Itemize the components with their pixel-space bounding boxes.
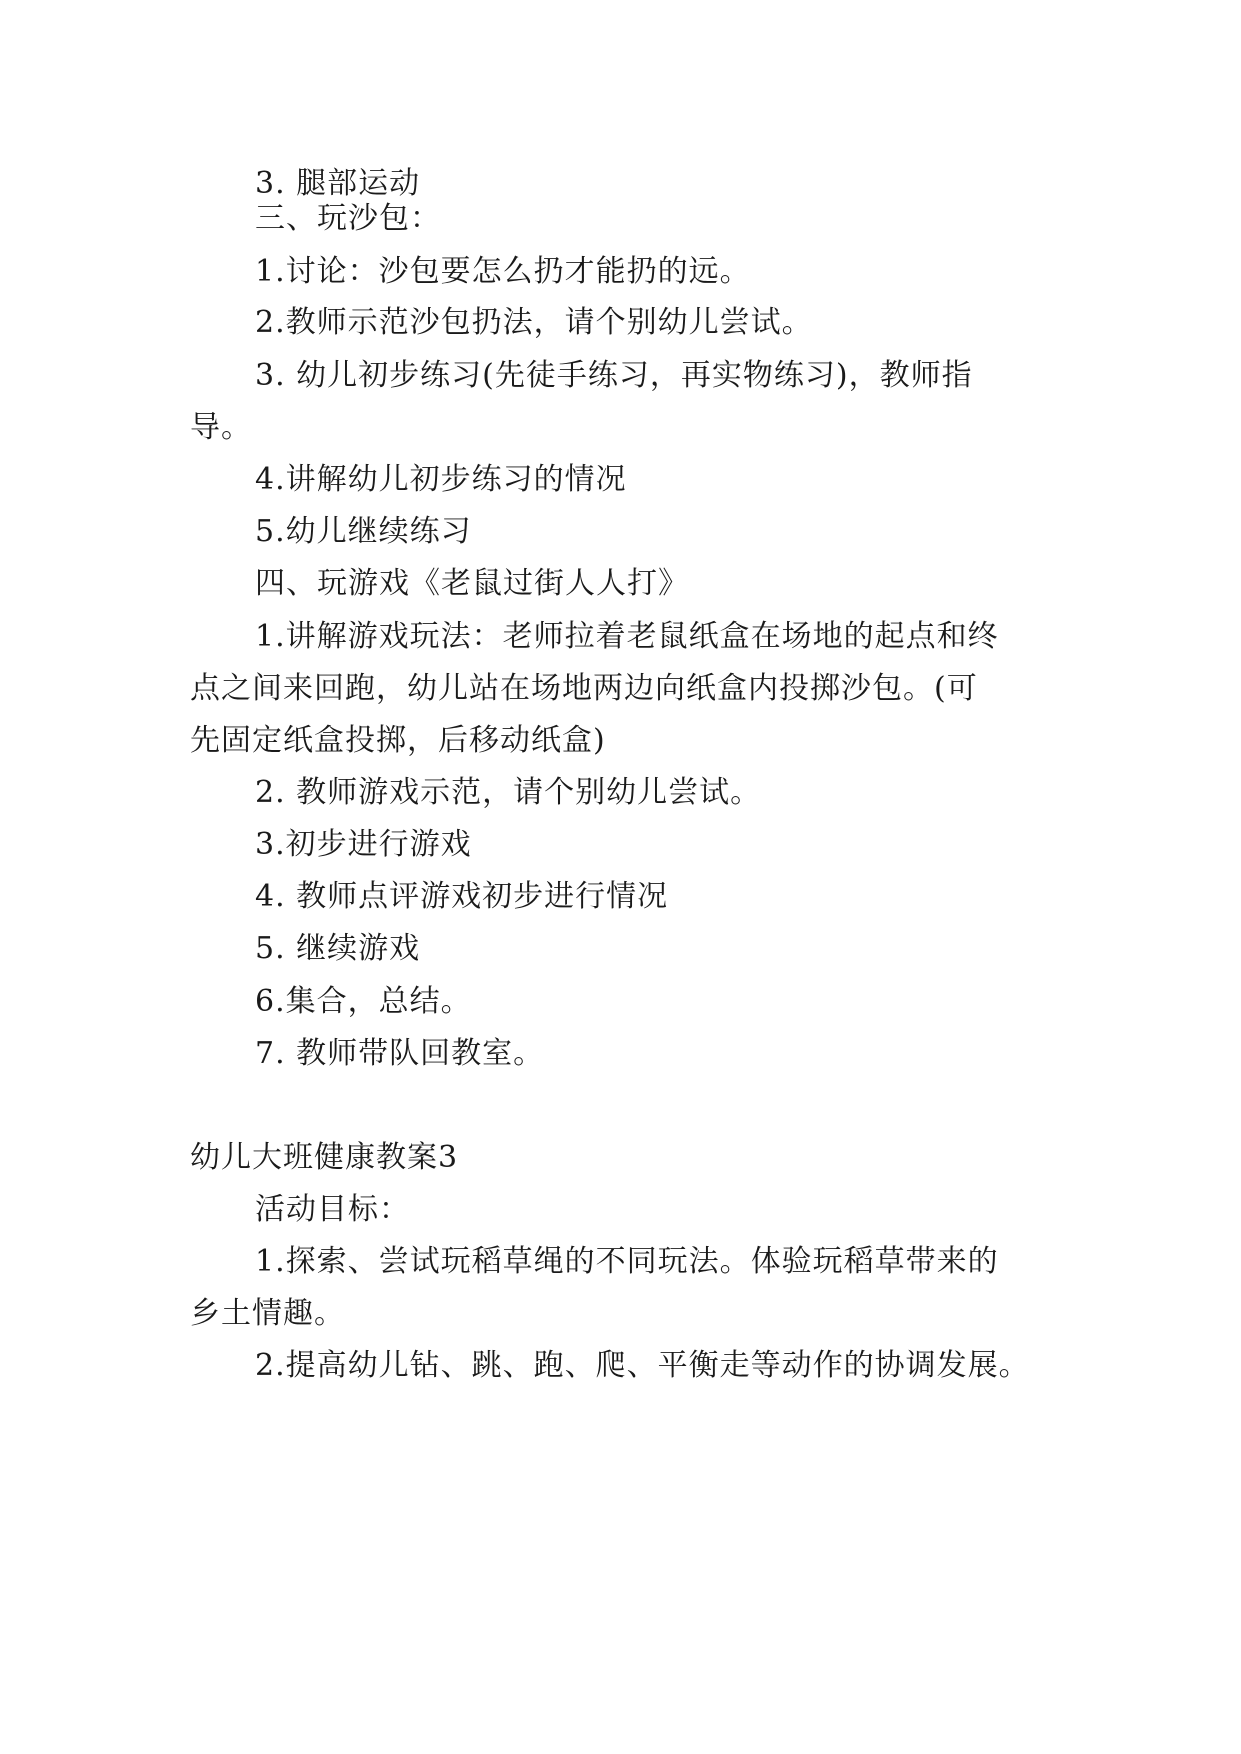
- paragraph-line: 乡土情趣。: [190, 1296, 345, 1331]
- paragraph-line: 2.提高幼儿钻、跳、跑、爬、平衡走等动作的协调发展。: [255, 1348, 1030, 1383]
- paragraph-line: 1.讲解游戏玩法：老师拉着老鼠纸盒在场地的起点和终: [255, 619, 999, 654]
- paragraph-line: 5.幼儿继续练习: [255, 514, 472, 549]
- paragraph-line: 5. 继续游戏: [255, 931, 421, 966]
- paragraph-line: 2. 教师游戏示范，请个别幼儿尝试。: [255, 775, 762, 810]
- paragraph-line: 6.集合，总结。: [255, 984, 472, 1019]
- paragraph-line: 3.初步进行游戏: [255, 827, 472, 862]
- paragraph-line: 7. 教师带队回教室。: [255, 1036, 545, 1071]
- paragraph-line: 3. 腿部运动: [255, 166, 421, 201]
- paragraph-line: 4.讲解幼儿初步练习的情况: [255, 462, 627, 497]
- paragraph-line: 点之间来回跑，幼儿站在场地两边向纸盒内投掷沙包。(可: [190, 671, 978, 706]
- paragraph-line: 1.探索、尝试玩稻草绳的不同玩法。体验玩稻草带来的: [255, 1244, 999, 1279]
- section-heading: 三、玩沙包：: [255, 201, 441, 236]
- paragraph-line: 2.教师示范沙包扔法，请个别幼儿尝试。: [255, 305, 813, 340]
- section-heading: 四、玩游戏《老鼠过街人人打》: [255, 566, 689, 601]
- paragraph-line: 1.讨论：沙包要怎么扔才能扔的远。: [255, 254, 751, 289]
- paragraph-line: 导。: [190, 410, 252, 445]
- paragraph-line: 3. 幼儿初步练习(先徒手练习，再实物练习)，教师指: [255, 358, 973, 393]
- paragraph-line: 4. 教师点评游戏初步进行情况: [255, 879, 669, 914]
- section-title: 幼儿大班健康教案3: [190, 1140, 459, 1175]
- paragraph-line: 先固定纸盒投掷，后移动纸盒): [190, 723, 606, 758]
- section-heading: 活动目标：: [255, 1192, 410, 1227]
